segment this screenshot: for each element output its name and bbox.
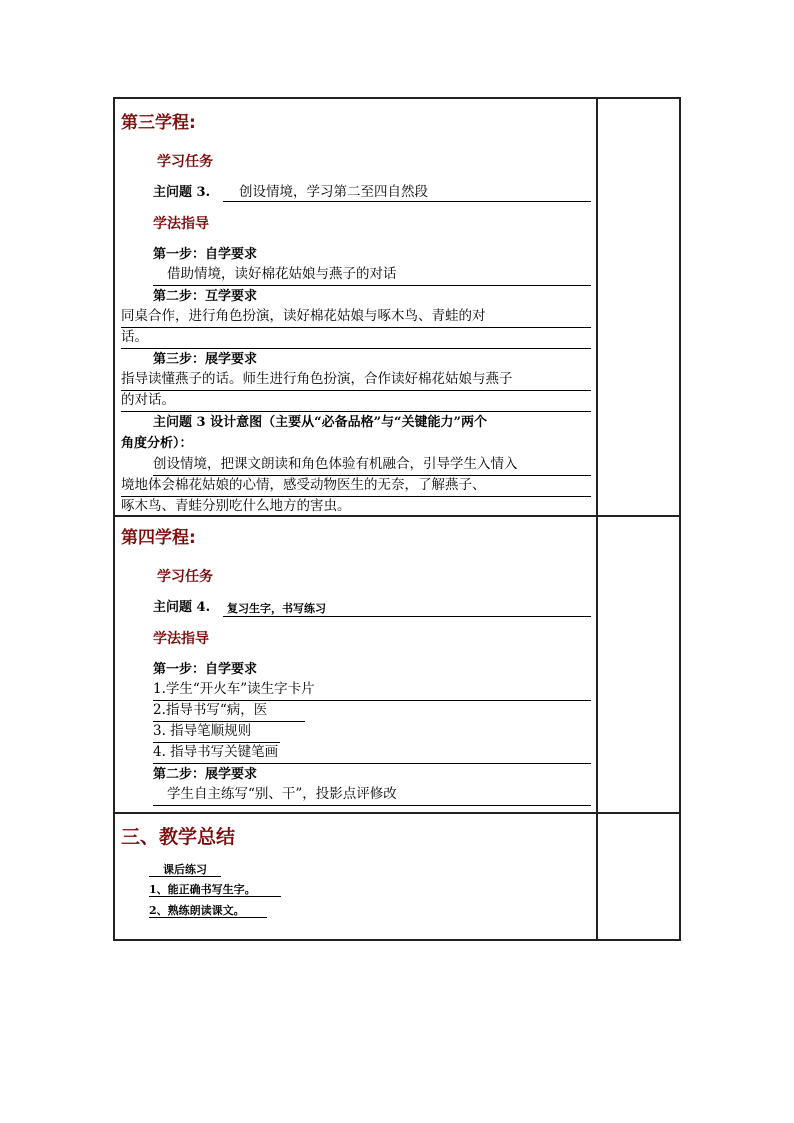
stage3-step2-text-2: 话。 xyxy=(121,329,148,345)
underline xyxy=(223,616,591,617)
stage3-design-text-2: 境地体会棉花姑娘的心情，感受动物医生的无奈，了解燕子、 xyxy=(121,477,486,493)
stage3-design-text-3: 啄木鸟、青蛙分别吃什么地方的害虫。 xyxy=(121,498,351,514)
lesson-plan-table xyxy=(113,97,681,941)
stage4-method-label: 学法指导 xyxy=(153,631,209,647)
underline xyxy=(153,721,305,722)
stage3-step1-text: 借助情境，读好棉花姑娘与燕子的对话 xyxy=(167,266,397,282)
stage3-step1-label: 第一步：自学要求 xyxy=(153,247,258,262)
underline xyxy=(153,805,591,806)
stage3-design-label-2: 角度分析）： xyxy=(121,436,193,451)
stage3-main-question-text: 创设情境，学习第二至四自然段 xyxy=(239,184,428,200)
homework-label: 课后练习 xyxy=(163,863,207,876)
underline xyxy=(153,475,591,476)
stage4-main-question-label: 主问题 4. xyxy=(153,600,211,615)
summary-row xyxy=(113,812,681,941)
stage4-heading: 第四学程: xyxy=(121,528,196,548)
stage4-step2-label: 第二步：展学要求 xyxy=(153,767,258,782)
stage4-step1-label: 第一步：自学要求 xyxy=(153,662,258,677)
stage4-item-4: 4. 指导书写关键笔画 xyxy=(153,744,279,760)
stage3-step3-text-1: 指导读懂燕子的话。师生进行角色扮演，合作读好棉花姑娘与燕子 xyxy=(121,371,513,387)
stage3-step3-text-2: 的对话。 xyxy=(121,392,175,408)
stage3-task-label: 学习任务 xyxy=(157,154,213,170)
stage3-main-question-label: 主问题 3. xyxy=(153,185,211,200)
underline xyxy=(121,411,591,412)
underline xyxy=(121,390,591,391)
underline xyxy=(149,876,221,877)
stage3-step2-label: 第二步：互学要求 xyxy=(153,289,258,304)
stage3-step3-label: 第三步：展学要求 xyxy=(153,352,258,367)
stage4-main-question-text: 复习生字，书写练习 xyxy=(227,602,326,615)
underline xyxy=(121,348,591,349)
underline xyxy=(153,763,591,764)
stage3-method-label: 学法指导 xyxy=(153,216,209,232)
column-divider xyxy=(596,517,598,812)
underline xyxy=(223,201,591,202)
homework-item-1: 1、能正确书写生字。 xyxy=(149,883,256,896)
stage4-item-2: 2.指导书写“病，医 xyxy=(153,702,268,718)
summary-heading: 三、教学总结 xyxy=(121,826,236,848)
stage3-heading: 第三学程: xyxy=(121,113,196,133)
stage4-task-label: 学习任务 xyxy=(157,569,213,585)
underline xyxy=(149,896,281,897)
stage3-design-label-1: 主问题 3 设计意图（主要从“必备品格”与“关键能力”两个 xyxy=(153,415,488,430)
column-divider xyxy=(596,814,598,939)
underline xyxy=(153,700,591,701)
stage4-item-1: 1.学生“开火车”读生字卡片 xyxy=(153,681,315,697)
stage3-design-text-1: 创设情境，把课文朗读和角色体验有机融合，引导学生入情入 xyxy=(153,456,518,472)
underline xyxy=(121,327,591,328)
stage3-step2-text-1: 同桌合作，进行角色扮演，读好棉花姑娘与啄木鸟、青蛙的对 xyxy=(121,308,486,324)
column-divider xyxy=(596,99,598,515)
underline xyxy=(149,917,267,918)
stage4-row xyxy=(113,515,681,814)
underline xyxy=(153,742,280,743)
homework-item-2: 2、熟练朗读课文。 xyxy=(149,904,245,917)
stage4-item-3: 3. 指导笔顺规则 xyxy=(153,723,252,739)
underline xyxy=(121,496,591,497)
underline xyxy=(153,285,591,286)
stage4-step2-text: 学生自主练写“别、干”，投影点评修改 xyxy=(167,786,397,802)
stage3-row xyxy=(113,97,681,517)
